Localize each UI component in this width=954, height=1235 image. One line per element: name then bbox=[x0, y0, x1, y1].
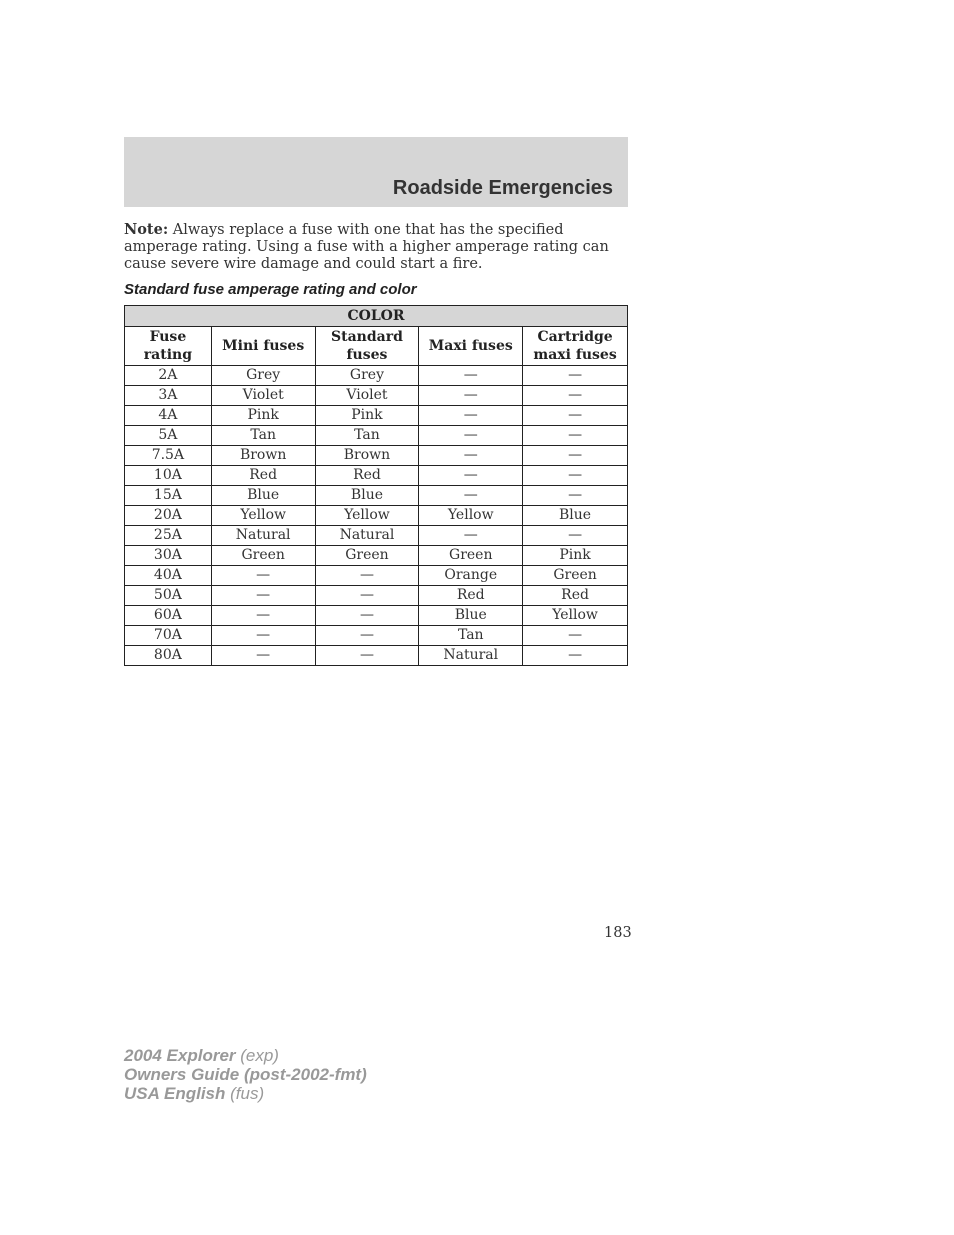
table-cell: 10A bbox=[125, 466, 212, 486]
table-cell: — bbox=[419, 446, 523, 466]
table-cell: Yellow bbox=[419, 506, 523, 526]
table-row bbox=[125, 546, 628, 566]
table-cell: — bbox=[419, 406, 523, 426]
table-cell: Grey bbox=[211, 366, 315, 386]
table-cell: Red bbox=[419, 586, 523, 606]
table-cell: Yellow bbox=[211, 506, 315, 526]
table-row bbox=[125, 446, 628, 466]
section-title: Roadside Emergencies bbox=[392, 177, 613, 199]
table-cell: Brown bbox=[315, 446, 419, 466]
table-cell: Pink bbox=[523, 546, 628, 566]
table-cell: — bbox=[523, 466, 628, 486]
table-cell: — bbox=[523, 366, 628, 386]
section-header-band bbox=[124, 137, 628, 207]
table-cell: Green bbox=[523, 566, 628, 586]
table-cell: Red bbox=[315, 466, 419, 486]
table-cell: 4A bbox=[125, 406, 212, 426]
table-cell: Brown bbox=[211, 446, 315, 466]
table-cell: 30A bbox=[125, 546, 212, 566]
table-cell: Green bbox=[211, 546, 315, 566]
table-cell: — bbox=[315, 566, 419, 586]
table-cell: — bbox=[419, 386, 523, 406]
table-cell: 5A bbox=[125, 426, 212, 446]
table-cell: Green bbox=[419, 546, 523, 566]
table-cell: — bbox=[315, 586, 419, 606]
table-cell: Natural bbox=[211, 526, 315, 546]
table-cell: — bbox=[211, 586, 315, 606]
table-row bbox=[125, 566, 628, 586]
table-cell: — bbox=[211, 646, 315, 666]
column-header: Fuse rating bbox=[125, 327, 212, 366]
table-cell: 80A bbox=[125, 646, 212, 666]
table-row bbox=[125, 426, 628, 446]
table-row bbox=[125, 386, 628, 406]
table-cell: — bbox=[523, 446, 628, 466]
table-cell: — bbox=[419, 526, 523, 546]
table-cell: Tan bbox=[315, 426, 419, 446]
table-cell: 25A bbox=[125, 526, 212, 546]
table-cell: Yellow bbox=[315, 506, 419, 526]
table-cell: — bbox=[419, 426, 523, 446]
column-header: Mini fuses bbox=[211, 327, 315, 366]
table-cell: — bbox=[211, 566, 315, 586]
table-cell: 15A bbox=[125, 486, 212, 506]
table-cell: — bbox=[523, 626, 628, 646]
table-cell: — bbox=[211, 626, 315, 646]
table-cell: — bbox=[523, 426, 628, 446]
footer-language: USA English bbox=[124, 1084, 226, 1103]
table-cell: — bbox=[523, 386, 628, 406]
table-cell: Pink bbox=[315, 406, 419, 426]
table-cell: Pink bbox=[211, 406, 315, 426]
table-row bbox=[125, 626, 628, 646]
table-cell: — bbox=[315, 626, 419, 646]
table-cell: — bbox=[523, 526, 628, 546]
table-cell: Tan bbox=[211, 426, 315, 446]
table-cell: — bbox=[419, 486, 523, 506]
footer-line-1 bbox=[124, 1046, 367, 1065]
table-cell: Yellow bbox=[523, 606, 628, 626]
table-cell: — bbox=[315, 646, 419, 666]
column-header: Cartridge maxi fuses bbox=[523, 327, 628, 366]
table-cell: Blue bbox=[523, 506, 628, 526]
table-cell: 50A bbox=[125, 586, 212, 606]
table-cell: 3A bbox=[125, 386, 212, 406]
document-footer bbox=[124, 1046, 367, 1103]
footer-line-3 bbox=[124, 1084, 367, 1103]
table-cell: Blue bbox=[211, 486, 315, 506]
table-cell: Violet bbox=[211, 386, 315, 406]
table-cell: Red bbox=[211, 466, 315, 486]
table-cell: — bbox=[523, 646, 628, 666]
table-cell: 70A bbox=[125, 626, 212, 646]
fuse-color-table bbox=[124, 305, 628, 666]
note-label: Note: bbox=[124, 221, 169, 238]
color-group-header: COLOR bbox=[125, 306, 628, 327]
table-cell: Natural bbox=[315, 526, 419, 546]
table-cell: 40A bbox=[125, 566, 212, 586]
column-header: Standard fuses bbox=[315, 327, 419, 366]
table-cell: Grey bbox=[315, 366, 419, 386]
table-cell: — bbox=[419, 466, 523, 486]
table-cell: 20A bbox=[125, 506, 212, 526]
table-cell: — bbox=[523, 406, 628, 426]
table-row bbox=[125, 606, 628, 626]
table-row bbox=[125, 466, 628, 486]
table-cell: Red bbox=[523, 586, 628, 606]
table-cell: Orange bbox=[419, 566, 523, 586]
column-header: Maxi fuses bbox=[419, 327, 523, 366]
page-number: 183 bbox=[604, 925, 632, 941]
table-cell: — bbox=[211, 606, 315, 626]
footer-line-2 bbox=[124, 1065, 367, 1084]
table-cell: — bbox=[315, 606, 419, 626]
table-row bbox=[125, 526, 628, 546]
table-cell: Violet bbox=[315, 386, 419, 406]
table-row bbox=[125, 366, 628, 386]
footer-guide: Owners Guide (post-2002-fmt) bbox=[124, 1065, 367, 1084]
table-cell: 2A bbox=[125, 366, 212, 386]
table-cell: Blue bbox=[419, 606, 523, 626]
note-text: Always replace a fuse with one that has the specified amperage rating. Using a fuse with a higher amperage rating can cause severe wire damage and could start a fire. bbox=[124, 222, 609, 272]
safety-note bbox=[124, 221, 628, 273]
table-cell: Green bbox=[315, 546, 419, 566]
table-cell: — bbox=[419, 366, 523, 386]
table-row bbox=[125, 586, 628, 606]
footer-language-code: (fus) bbox=[225, 1084, 265, 1103]
table-row bbox=[125, 506, 628, 526]
table-caption: Standard fuse amperage rating and color bbox=[124, 281, 417, 298]
table-row bbox=[125, 646, 628, 666]
table-cell: Natural bbox=[419, 646, 523, 666]
footer-model-code: (exp) bbox=[235, 1046, 279, 1065]
table-row bbox=[125, 486, 628, 506]
table-cell: Blue bbox=[315, 486, 419, 506]
table-cell: — bbox=[523, 486, 628, 506]
table-cell: 60A bbox=[125, 606, 212, 626]
table-row bbox=[125, 406, 628, 426]
table-cell: Tan bbox=[419, 626, 523, 646]
footer-model: 2004 Explorer bbox=[124, 1046, 236, 1065]
table-cell: 7.5A bbox=[125, 446, 212, 466]
